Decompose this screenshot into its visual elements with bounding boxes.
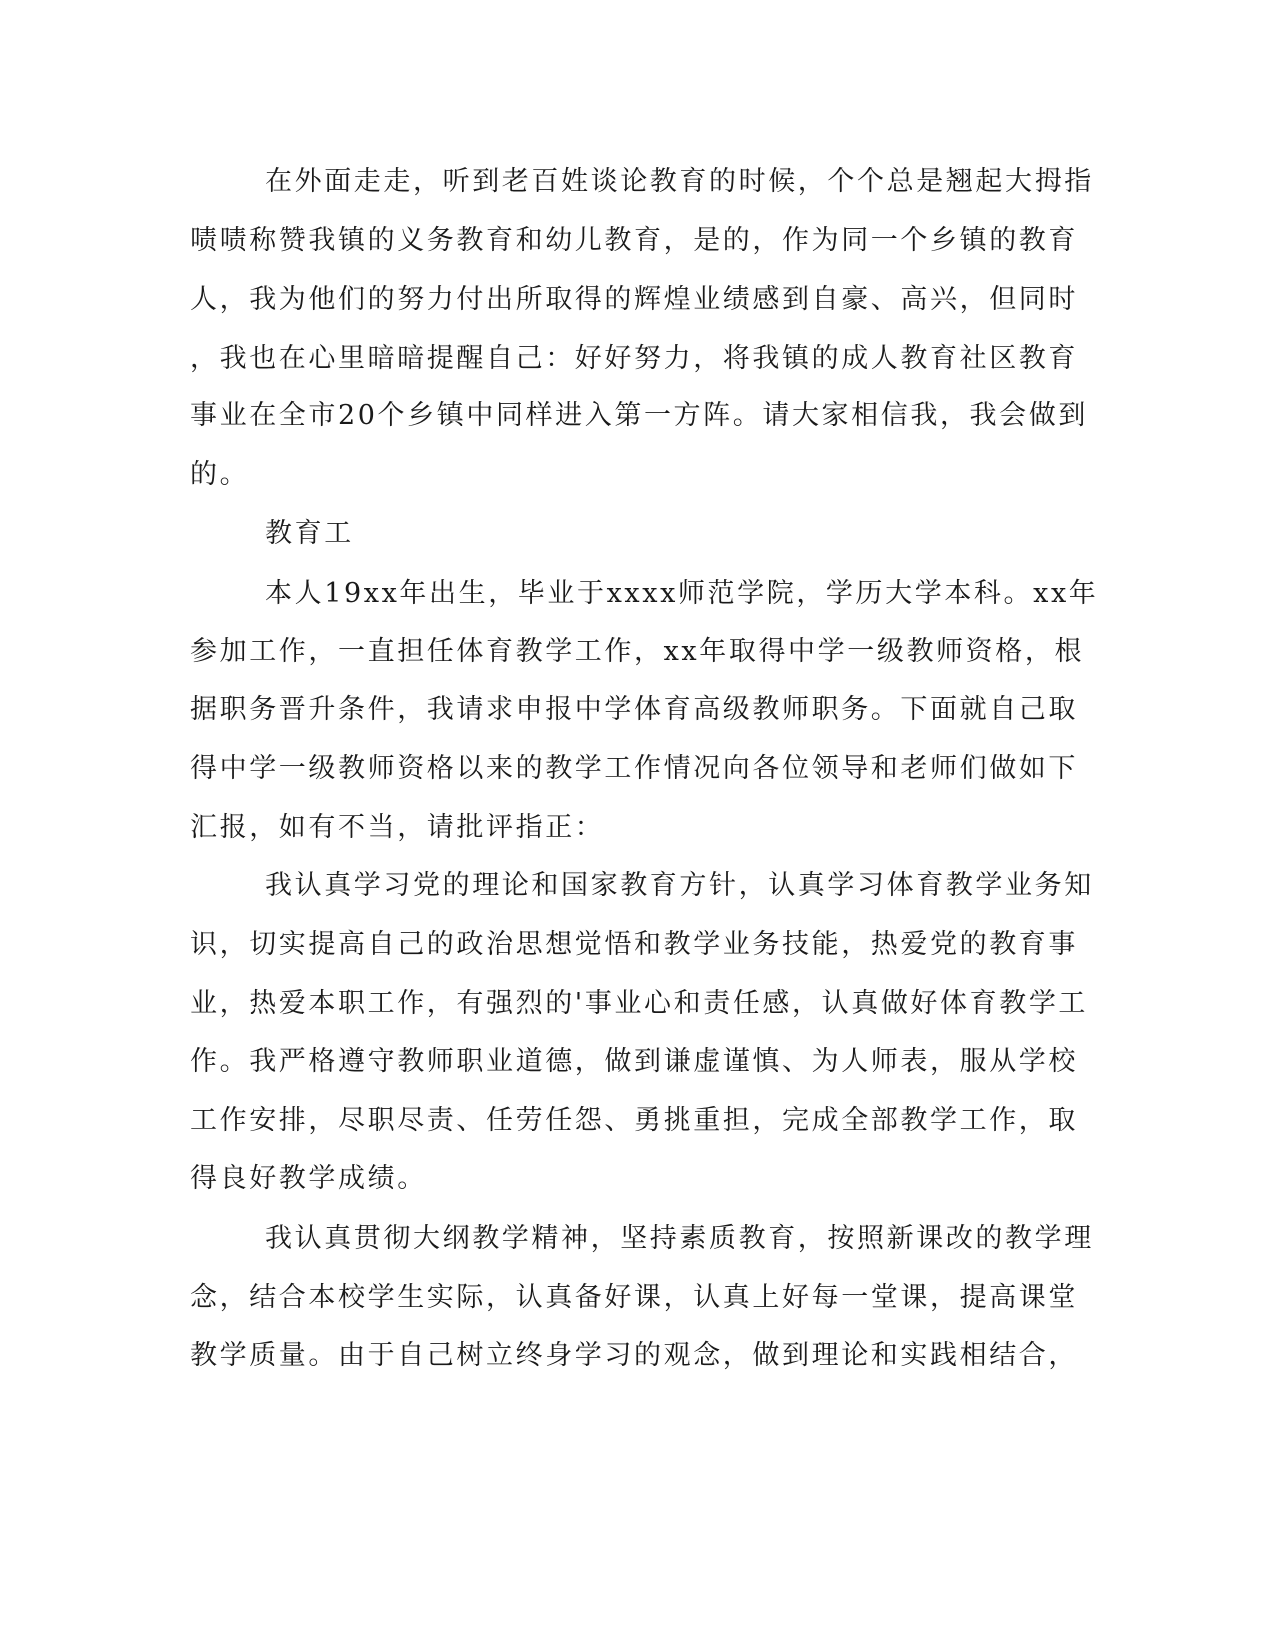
text-line: 本人19xx年出生，毕业于xxxx师范学院，学历大学本科。xx年 bbox=[265, 578, 1099, 609]
text-line: 据职务晋升条件，我请求申报中学体育高级教师职务。下面就自己取 bbox=[190, 694, 1078, 725]
text-line: ，我也在心里暗暗提醒自己：好好努力，将我镇的成人教育社区教育 bbox=[190, 343, 1078, 374]
text-line: 得良好教学成绩。 bbox=[190, 1163, 427, 1194]
text-line: 人，我为他们的努力付出所取得的辉煌业绩感到自豪、高兴，但同时 bbox=[190, 284, 1078, 315]
text-line: 得中学一级教师资格以来的教学工作情况向各位领导和老师们做如下 bbox=[190, 753, 1078, 784]
text-line: 我认真学习党的理论和国家教育方针，认真学习体育教学业务知 bbox=[265, 870, 1094, 901]
text-line: 识，切实提高自己的政治思想觉悟和教学业务技能，热爱党的教育事 bbox=[190, 929, 1078, 960]
text-line: 念，结合本校学生实际，认真备好课，认真上好每一堂课，提高课堂 bbox=[190, 1282, 1078, 1313]
text-line: 业，热爱本职工作，有强烈的'事业心和责任感，认真做好体育教学工 bbox=[190, 988, 1089, 1019]
section-heading: 教育工 bbox=[265, 518, 354, 549]
text-line: 工作安排，尽职尽责、任劳任怨、勇挑重担，完成全部教学工作，取 bbox=[190, 1105, 1078, 1136]
text-line: 我认真贯彻大纲教学精神，坚持素质教育，按照新课改的教学理 bbox=[265, 1223, 1094, 1254]
text-line: 参加工作，一直担任体育教学工作，xx年取得中学一级教师资格，根 bbox=[190, 636, 1085, 667]
text-line: 的。 bbox=[190, 459, 250, 490]
text-line: 作。我严格遵守教师职业道德，做到谦虚谨慎、为人师表，服从学校 bbox=[190, 1046, 1078, 1077]
text-line: 汇报，如有不当，请批评指正： bbox=[190, 812, 605, 843]
text-line: 在外面走走，听到老百姓谈论教育的时候，个个总是翘起大拇指 bbox=[265, 166, 1094, 197]
text-line: 教学质量。由于自己树立终身学习的观念，做到理论和实践相结合， bbox=[190, 1340, 1078, 1371]
text-line: 啧啧称赞我镇的义务教育和幼儿教育，是的，作为同一个乡镇的教育 bbox=[190, 225, 1078, 256]
text-line: 事业在全市20个乡镇中同样进入第一方阵。请大家相信我，我会做到 bbox=[190, 400, 1088, 431]
